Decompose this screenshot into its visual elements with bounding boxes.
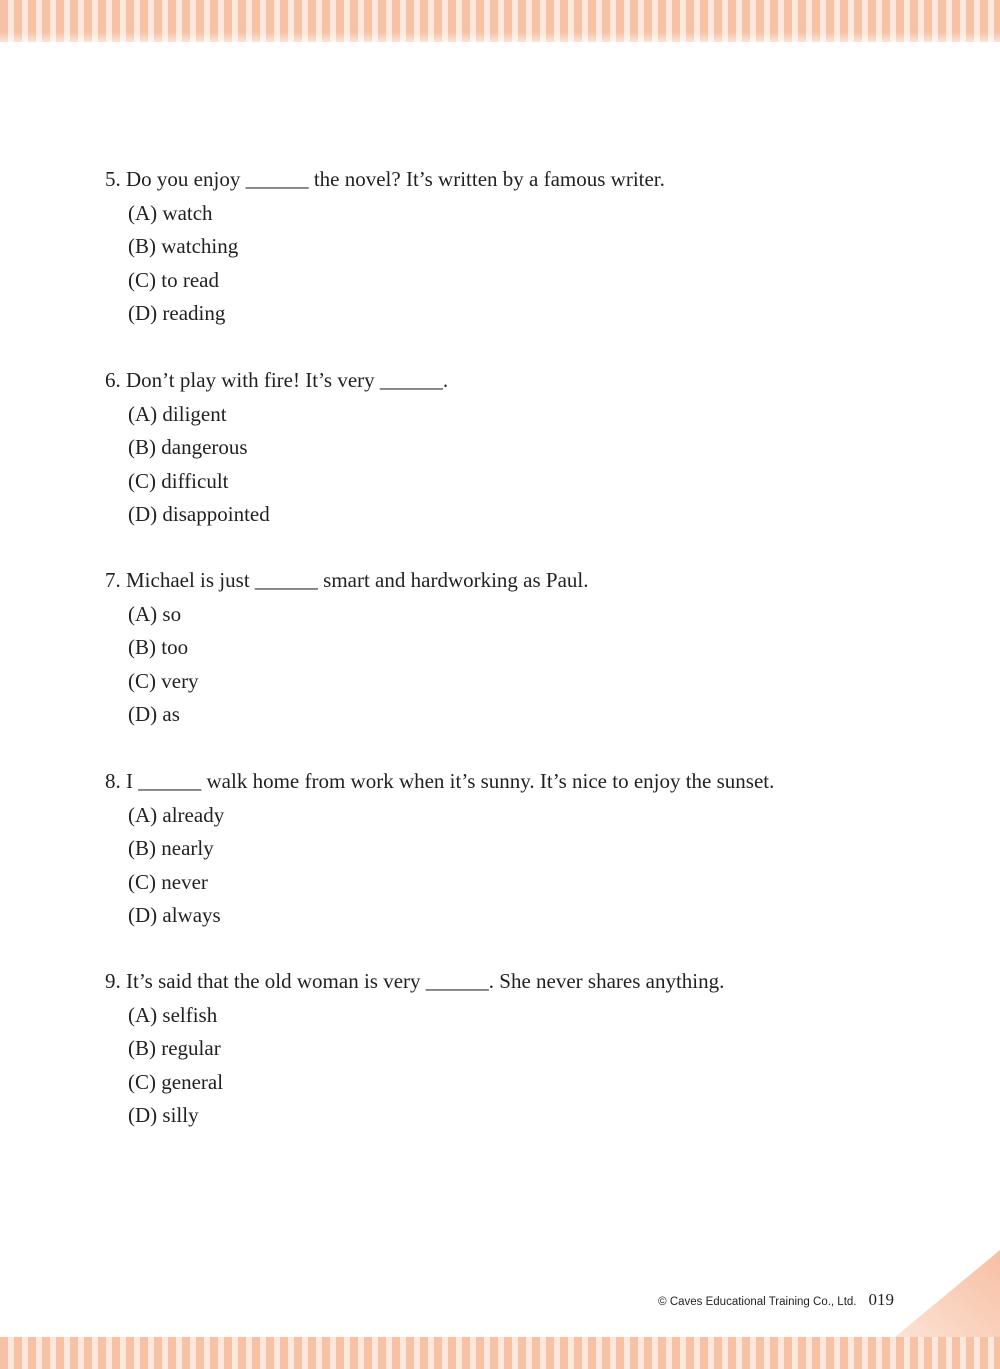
page-number: 019 bbox=[868, 1290, 894, 1309]
option-list bbox=[105, 999, 724, 1133]
option-list bbox=[105, 398, 448, 532]
question-stem: 9. It’s said that the old woman is very ______. She never shares anything. bbox=[105, 969, 725, 993]
option-b: (B) too bbox=[128, 635, 189, 659]
option-d: (D) silly bbox=[128, 1103, 199, 1127]
question-8 bbox=[105, 765, 774, 933]
option-list bbox=[105, 799, 774, 933]
option-d: (D) disappointed bbox=[128, 502, 270, 526]
option-d: (D) reading bbox=[128, 301, 226, 325]
option-list bbox=[105, 598, 589, 732]
question-5 bbox=[105, 163, 665, 331]
copyright-notice: © Caves Educational Training Co., Ltd. bbox=[658, 1296, 857, 1308]
question-stem: 7. Michael is just ______ smart and hardworking as Paul. bbox=[105, 568, 589, 592]
question-stem: 5. Do you enjoy ______ the novel? It’s written by a famous writer. bbox=[105, 167, 665, 191]
option-d: (D) always bbox=[128, 903, 221, 927]
page-footer bbox=[658, 1290, 894, 1310]
option-b: (B) regular bbox=[128, 1036, 221, 1060]
option-b: (B) watching bbox=[128, 234, 239, 258]
question-stem: 6. Don’t play with fire! It’s very ______. bbox=[105, 368, 449, 392]
option-list bbox=[105, 197, 665, 331]
option-d: (D) as bbox=[128, 702, 180, 726]
option-b: (B) dangerous bbox=[128, 435, 248, 459]
option-a: (A) watch bbox=[128, 200, 213, 225]
top-stripe-border bbox=[0, 0, 1000, 42]
question-7 bbox=[105, 564, 589, 732]
option-c: (C) never bbox=[128, 869, 208, 894]
question-stem: 8. I ______ walk home from work when it’s sunny. It’s nice to enjoy the sunset. bbox=[105, 769, 775, 793]
page-corner-fold bbox=[895, 1250, 1000, 1337]
option-a: (A) so bbox=[128, 601, 182, 626]
option-a: (A) diligent bbox=[128, 401, 227, 426]
option-c: (C) general bbox=[128, 1069, 224, 1094]
option-a: (A) already bbox=[128, 802, 225, 827]
option-a: (A) selfish bbox=[128, 1002, 218, 1027]
option-c: (C) to read bbox=[128, 267, 219, 292]
option-c: (C) difficult bbox=[128, 468, 229, 493]
option-b: (B) nearly bbox=[128, 836, 214, 860]
question-6 bbox=[105, 364, 448, 532]
question-9 bbox=[105, 965, 724, 1133]
bottom-stripe-border bbox=[0, 1337, 1000, 1369]
option-c: (C) very bbox=[128, 668, 199, 693]
